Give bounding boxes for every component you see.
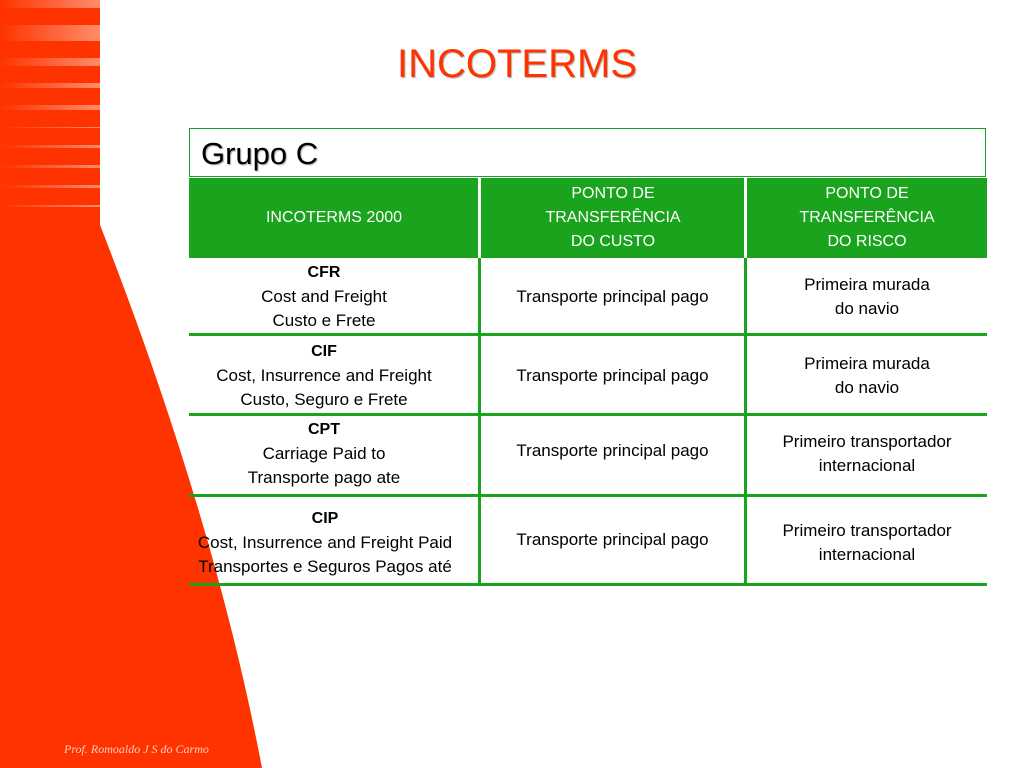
incoterm-english: Cost, Insurrence and Freight Paid bbox=[197, 533, 453, 552]
table-row-cfr-risk bbox=[747, 260, 987, 333]
author-footer: Prof. Romoaldo J S do Carmo bbox=[64, 742, 209, 756]
row-divider bbox=[189, 333, 987, 336]
table-row-cif-term bbox=[170, 338, 478, 413]
header-risk-line: DO RISCO bbox=[827, 233, 907, 250]
incoterm-code: CIP bbox=[311, 510, 339, 527]
group-label-box bbox=[189, 128, 986, 177]
header-cost-transfer bbox=[481, 178, 745, 258]
risk-transfer-line: Primeira murada bbox=[804, 274, 930, 294]
cost-transfer-text: Transporte principal pago bbox=[516, 286, 709, 306]
incoterm-english: Carriage Paid to bbox=[262, 444, 386, 463]
header-risk-line: TRANSFERÊNCIA bbox=[799, 209, 935, 226]
incoterm-code: CPT bbox=[308, 421, 340, 438]
incoterm-code: CFR bbox=[307, 263, 341, 281]
header-cost-line: DO CUSTO bbox=[570, 233, 656, 250]
table-row-cif-cost bbox=[481, 338, 744, 413]
incoterm-portuguese: Custo e Frete bbox=[272, 310, 376, 330]
risk-transfer-line: internacional bbox=[818, 545, 916, 564]
incoterm-english: Cost, Insurrence and Freight bbox=[216, 365, 432, 385]
header-risk-transfer bbox=[747, 178, 987, 258]
incoterm-english: Cost and Freight bbox=[261, 286, 387, 306]
risk-transfer-line: do navio bbox=[834, 298, 900, 318]
cost-transfer-text: Transporte principal pago bbox=[516, 441, 709, 460]
table-row-cip-cost bbox=[481, 506, 744, 574]
risk-transfer-line: Primeiro transportador bbox=[782, 521, 952, 540]
cost-transfer-text: Transporte principal pago bbox=[516, 365, 709, 385]
incoterm-code: CIF bbox=[311, 342, 337, 360]
table-row-cpt-term bbox=[170, 418, 478, 490]
row-divider bbox=[189, 494, 987, 497]
table-row-cif-risk bbox=[747, 338, 987, 413]
header-incoterms-label: INCOTERMS 2000 bbox=[265, 209, 403, 226]
incoterm-portuguese: Transportes e Seguros Pagos até bbox=[198, 557, 452, 576]
header-cost-line: PONTO DE bbox=[571, 185, 655, 202]
row-divider bbox=[189, 413, 987, 416]
row-divider bbox=[189, 583, 987, 586]
incoterm-portuguese: Custo, Seguro e Frete bbox=[240, 389, 408, 409]
header-cost-line: TRANSFERÊNCIA bbox=[545, 209, 681, 226]
table-row-cfr-term bbox=[170, 260, 478, 333]
header-incoterms bbox=[189, 178, 479, 258]
cost-transfer-text: Transporte principal pago bbox=[516, 530, 709, 549]
table-row-cpt-risk bbox=[747, 418, 987, 490]
slide-title: INCOTERMS bbox=[397, 42, 637, 86]
risk-transfer-line: Primeira murada bbox=[804, 353, 930, 373]
table-row-cip-risk bbox=[747, 506, 987, 580]
incoterm-portuguese: Transporte pago ate bbox=[247, 468, 401, 487]
table-row-cpt-cost bbox=[481, 418, 744, 484]
table-row-cfr-cost bbox=[481, 260, 744, 333]
table-row-cip-term bbox=[166, 506, 484, 580]
risk-transfer-line: Primeiro transportador bbox=[782, 432, 952, 451]
risk-transfer-line: do navio bbox=[834, 377, 900, 397]
risk-transfer-line: internacional bbox=[818, 456, 916, 475]
header-risk-line: PONTO DE bbox=[825, 185, 909, 202]
group-label: Grupo C bbox=[201, 136, 319, 171]
